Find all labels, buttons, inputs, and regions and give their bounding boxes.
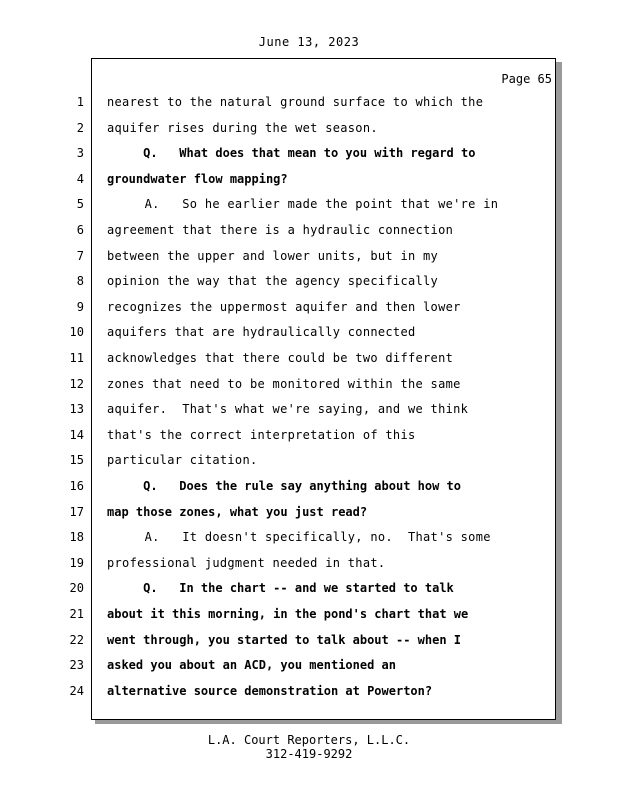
- transcript-line: [0, 551, 618, 577]
- line-number: 20: [69, 581, 84, 596]
- footer: [0, 733, 618, 761]
- page-number: Page 65: [501, 72, 552, 86]
- reporter-company: L.A. Court Reporters, L.L.C.: [207, 733, 411, 747]
- transcript-line: [0, 602, 618, 628]
- transcript-line: [0, 141, 618, 167]
- line-text: nearest to the natural ground surface to which the: [107, 95, 484, 109]
- transcript-line: [0, 167, 618, 193]
- line-text: Q. What does that mean to you with regard to: [107, 146, 476, 161]
- line-number: 8: [76, 274, 84, 289]
- transcript-line: [0, 295, 618, 321]
- line-number: 5: [76, 197, 84, 212]
- transcript-line: [0, 192, 618, 218]
- transcript-line: [0, 269, 618, 295]
- line-number: 4: [76, 171, 84, 186]
- reporter-phone: 312-419-9292: [265, 747, 353, 761]
- line-text: recognizes the uppermost aquifer and then lower: [107, 299, 461, 314]
- line-number: 17: [69, 504, 84, 519]
- line-number: 10: [69, 325, 84, 340]
- line-number: 24: [69, 683, 84, 698]
- line-text: map those zones, what you just read?: [107, 504, 368, 519]
- line-number: 9: [76, 299, 84, 314]
- transcript-line: [0, 346, 618, 372]
- line-text: agreement that there is a hydraulic connection: [107, 223, 454, 237]
- line-text: acknowledges that there could be two different: [107, 351, 454, 365]
- line-number: 18: [69, 530, 84, 545]
- line-text: went through, you started to talk about -- when I: [107, 632, 462, 647]
- line-text: A. It doesn't specifically, no. That's some: [107, 530, 491, 545]
- transcript-line: [0, 679, 618, 705]
- line-text: professional judgment needed in that.: [107, 555, 386, 570]
- line-number: 11: [69, 351, 84, 365]
- transcript-date: June 13, 2023: [258, 35, 360, 49]
- line-number: 12: [69, 376, 84, 391]
- line-text: aquifer rises during the wet season.: [107, 120, 378, 135]
- line-number: 19: [69, 555, 84, 570]
- transcript-line: [0, 90, 618, 116]
- line-text: asked you about an ACD, you mentioned an: [107, 658, 396, 673]
- line-number: 14: [69, 427, 84, 442]
- line-text: aquifer. That's what we're saying, and we think: [107, 402, 469, 417]
- line-text: opinion the way that the agency specifically: [107, 274, 439, 289]
- transcript-line: [0, 500, 618, 526]
- line-text: between the upper and lower units, but in my: [107, 248, 439, 263]
- transcript-line: [0, 320, 618, 346]
- line-text: about it this morning, in the pond's chart that we: [107, 607, 469, 621]
- line-text: Q. In the chart -- and we started to talk: [107, 581, 454, 596]
- line-text: zones that need to be monitored within the same: [107, 376, 461, 391]
- line-number: 6: [76, 223, 84, 237]
- line-number: 2: [76, 120, 84, 135]
- line-text: alternative source demonstration at Powerton?: [107, 683, 433, 698]
- transcript-line: [0, 474, 618, 500]
- transcript-line: [0, 653, 618, 679]
- line-number: 16: [69, 479, 84, 493]
- transcript-line: [0, 372, 618, 398]
- transcript-line: [0, 628, 618, 654]
- transcript-line: [0, 116, 618, 142]
- line-text: Q. Does the rule say anything about how to: [107, 479, 462, 493]
- line-number: 13: [69, 402, 84, 417]
- transcript-line: [0, 576, 618, 602]
- transcript-line: [0, 423, 618, 449]
- line-number: 15: [69, 453, 84, 468]
- line-text: that's the correct interpretation of this: [107, 427, 416, 442]
- transcript-line: [0, 218, 618, 244]
- transcript-line: [0, 525, 618, 551]
- line-text: aquifers that are hydraulically connected: [107, 325, 416, 340]
- transcript-line: [0, 397, 618, 423]
- transcript-line: [0, 448, 618, 474]
- line-number: 23: [69, 658, 84, 673]
- line-number: 7: [76, 248, 84, 263]
- line-number: 21: [69, 607, 84, 621]
- line-number: 22: [69, 632, 84, 647]
- line-number: 1: [76, 95, 84, 109]
- line-text: A. So he earlier made the point that we're in: [107, 197, 499, 212]
- line-text: particular citation.: [107, 453, 258, 468]
- line-text: groundwater flow mapping?: [107, 171, 288, 186]
- line-number: 3: [76, 146, 84, 161]
- transcript-line: [0, 244, 618, 270]
